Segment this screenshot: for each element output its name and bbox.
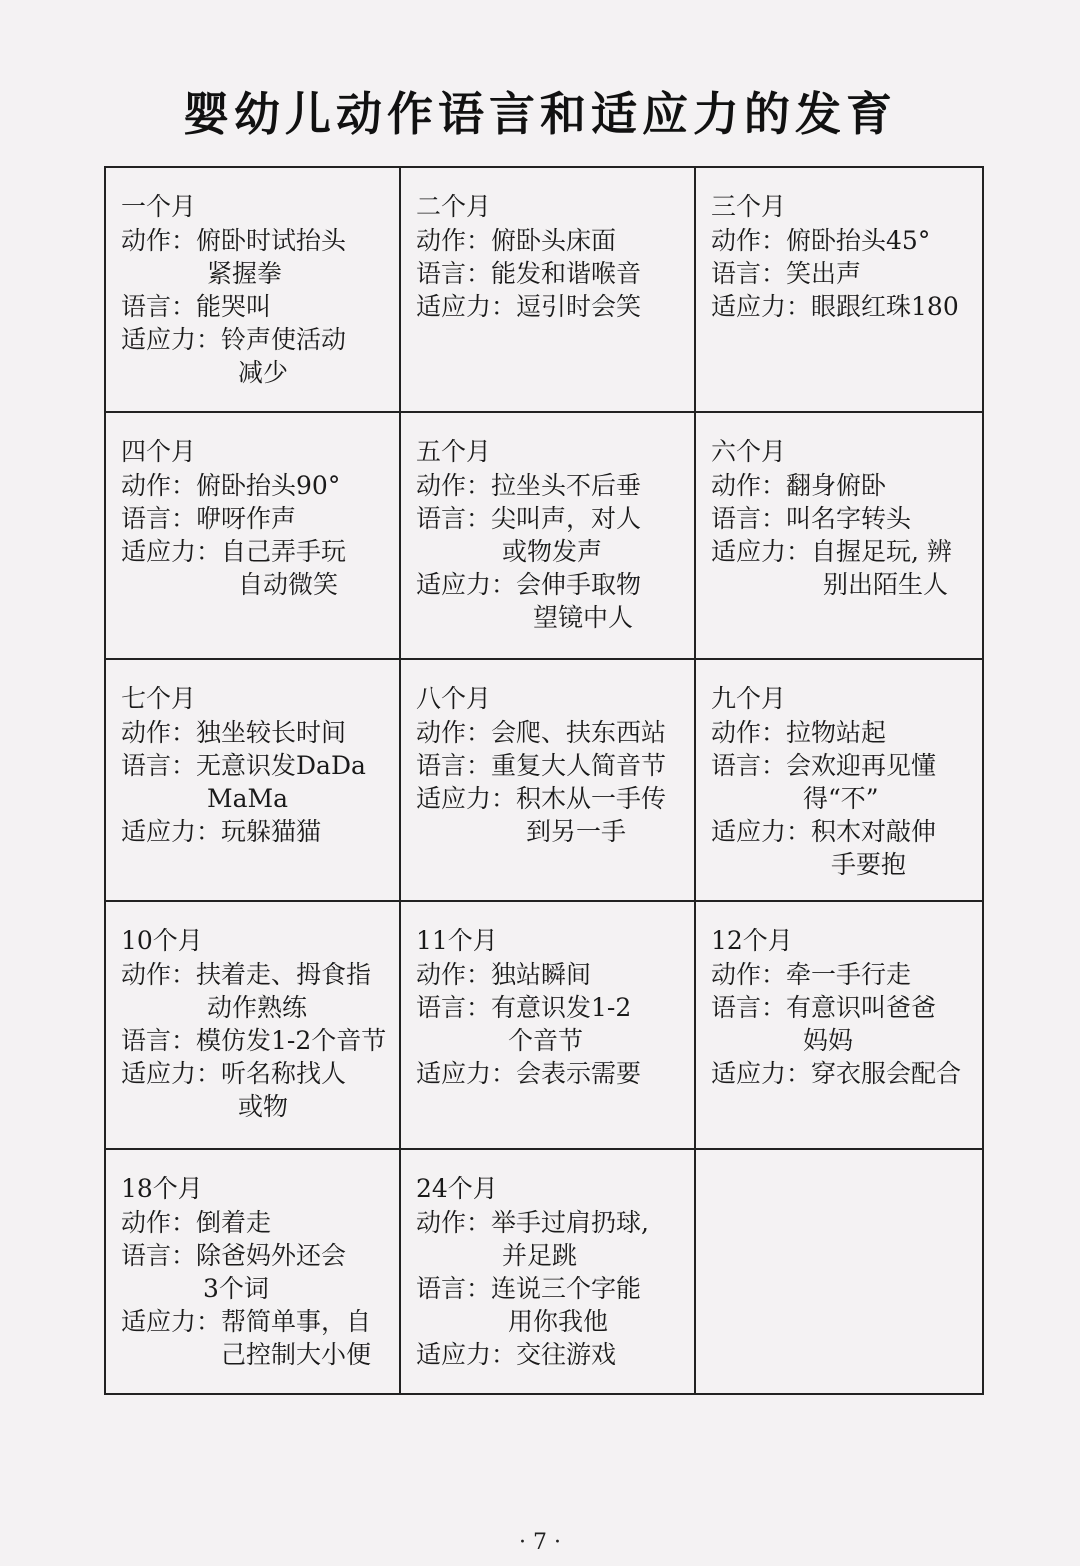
- milestone-line: [416, 290, 694, 323]
- milestone-line: [121, 323, 399, 356]
- milestone-label: 适应力：: [416, 1340, 517, 1369]
- milestone-line: [416, 224, 694, 257]
- milestone-text: 会爬、扶东西站: [491, 718, 667, 747]
- milestone-text: 独站瞬间: [491, 960, 592, 989]
- milestone-label: 动作：: [416, 718, 492, 747]
- milestone-label: 语言：: [416, 259, 492, 288]
- milestone-text: 己控制大小便: [221, 1340, 372, 1369]
- milestone-text: 能哭叫: [196, 292, 272, 321]
- month-heading: 五个月: [416, 437, 492, 466]
- milestone-text: 交往游戏: [516, 1340, 617, 1369]
- milestone-line: [121, 815, 399, 848]
- milestone-text: 笑出声: [786, 259, 862, 288]
- milestone-label: 语言：: [416, 504, 492, 533]
- month-heading: 一个月: [121, 192, 197, 221]
- milestone-text: 听名称找人: [221, 1059, 347, 1088]
- milestone-text: 连说三个字能: [491, 1274, 642, 1303]
- milestone-label: 动作：: [121, 226, 197, 255]
- milestone-label: 适应力：: [121, 325, 222, 354]
- milestone-label: 动作：: [416, 226, 492, 255]
- milestone-label: 动作：: [711, 718, 787, 747]
- milestone-line: [416, 716, 694, 749]
- milestone-text: 会伸手取物: [516, 570, 642, 599]
- milestone-label: 动作：: [121, 718, 197, 747]
- milestone-line: [711, 502, 982, 535]
- table-cell: [696, 413, 982, 660]
- milestone-text: 望镜中人: [533, 603, 634, 632]
- month-heading: 24个月: [416, 1174, 498, 1203]
- milestone-label: 语言：: [416, 993, 492, 1022]
- month-heading: 12个月: [711, 926, 793, 955]
- milestone-line: [711, 535, 982, 568]
- milestone-line: [121, 1024, 399, 1057]
- milestone-label: 适应力：: [416, 570, 517, 599]
- milestone-line: [121, 1272, 399, 1305]
- milestone-line: [416, 502, 694, 535]
- milestone-label: 语言：: [121, 1026, 197, 1055]
- milestone-label: 动作：: [416, 960, 492, 989]
- milestone-label: 语言：: [416, 1274, 492, 1303]
- milestone-label: 适应力：: [711, 1059, 812, 1088]
- milestone-line: [416, 991, 694, 1024]
- milestone-text: 尖叫声，对人: [491, 504, 642, 533]
- milestone-text: 紧握拳: [207, 259, 283, 288]
- table-cell: [106, 660, 401, 902]
- month-heading: 11个月: [416, 926, 498, 955]
- milestone-line: [416, 815, 694, 848]
- milestone-text: 个音节: [508, 1026, 584, 1055]
- milestone-line: [416, 1272, 694, 1305]
- month-heading: 四个月: [121, 437, 197, 466]
- milestone-line: [121, 749, 399, 782]
- milestone-line: [416, 1239, 694, 1272]
- milestone-line: [121, 224, 399, 257]
- milestone-text: 用你我他: [508, 1307, 609, 1336]
- milestone-line: [121, 716, 399, 749]
- table-cell: [401, 660, 696, 902]
- milestone-text: 拉坐头不后垂: [491, 471, 642, 500]
- milestone-line: [711, 782, 982, 815]
- milestone-line: [121, 782, 399, 815]
- milestone-label: 适应力：: [121, 537, 222, 566]
- milestone-line: [711, 716, 982, 749]
- milestone-line: [121, 535, 399, 568]
- milestone-line: [711, 1057, 982, 1090]
- table-cell: [401, 413, 696, 660]
- milestone-line: [711, 1024, 982, 1057]
- table-cell: [106, 902, 401, 1150]
- milestone-text: 重复大人简音节: [491, 751, 667, 780]
- milestone-line: [121, 1239, 399, 1272]
- milestone-line: [711, 958, 982, 991]
- milestone-label: 语言：: [711, 751, 787, 780]
- milestone-label: 适应力：: [121, 1307, 222, 1336]
- milestone-line: [416, 749, 694, 782]
- milestone-text: 或物: [238, 1092, 289, 1121]
- milestone-text: 或物发声: [502, 537, 603, 566]
- milestone-text: 能发和谐喉音: [491, 259, 642, 288]
- milestone-line: [416, 1206, 694, 1239]
- milestone-text: 自己弄手玩: [221, 537, 347, 566]
- milestone-text: 到另一手: [526, 817, 627, 846]
- milestone-label: 适应力：: [416, 1059, 517, 1088]
- milestone-label: 适应力：: [121, 817, 222, 846]
- milestone-label: 动作：: [416, 1208, 492, 1237]
- milestone-line: [121, 502, 399, 535]
- milestone-line: [121, 257, 399, 290]
- month-heading: 18个月: [121, 1174, 203, 1203]
- milestone-text: 扶着走、拇食指: [196, 960, 372, 989]
- milestone-line: [711, 991, 982, 1024]
- milestone-line: [711, 224, 982, 257]
- milestone-text: 翻身俯卧: [786, 471, 887, 500]
- milestone-label: 适应力：: [416, 292, 517, 321]
- milestone-line: [416, 535, 694, 568]
- milestone-text: 有意识叫爸爸: [786, 993, 937, 1022]
- milestone-line: [711, 290, 982, 323]
- milestone-text: 手要抱: [831, 850, 907, 879]
- milestone-label: 适应力：: [416, 784, 517, 813]
- milestone-line: [416, 958, 694, 991]
- milestone-text: 积木对敲伸: [811, 817, 937, 846]
- milestone-label: 动作：: [711, 226, 787, 255]
- milestone-line: [711, 257, 982, 290]
- milestone-text: 会欢迎再见懂: [786, 751, 937, 780]
- milestone-text: 动作熟练: [207, 993, 308, 1022]
- milestone-label: 动作：: [711, 960, 787, 989]
- page-number: · 7 ·: [519, 1530, 561, 1555]
- month-heading: 10个月: [121, 926, 203, 955]
- milestone-text: 模仿发1-2个音节: [196, 1026, 387, 1055]
- milestone-text: 俯卧抬头90°: [196, 471, 341, 500]
- month-heading: 七个月: [121, 684, 197, 713]
- milestone-label: 适应力：: [711, 292, 812, 321]
- milestone-line: [121, 356, 399, 389]
- milestone-line: [416, 568, 694, 601]
- milestone-line: [711, 749, 982, 782]
- milestone-line: [121, 1057, 399, 1090]
- milestone-text: 并足跳: [502, 1241, 578, 1270]
- milestone-label: 语言：: [711, 993, 787, 1022]
- milestone-text: 举手过肩扔球,: [491, 1208, 649, 1237]
- milestone-label: 适应力：: [711, 537, 812, 566]
- milestone-text: 拉物站起: [786, 718, 887, 747]
- milestone-label: 语言：: [121, 1241, 197, 1270]
- milestone-line: [711, 469, 982, 502]
- milestone-line: [121, 958, 399, 991]
- milestone-text: 牵一手行走: [786, 960, 912, 989]
- milestone-line: [416, 1024, 694, 1057]
- milestone-label: 适应力：: [711, 817, 812, 846]
- milestone-label: 动作：: [416, 471, 492, 500]
- milestone-text: 俯卧时试抬头: [196, 226, 347, 255]
- milestone-line: [416, 257, 694, 290]
- table-cell: [401, 902, 696, 1150]
- milestone-text: 俯卧头床面: [491, 226, 617, 255]
- milestone-label: 动作：: [711, 471, 787, 500]
- milestone-line: [416, 1057, 694, 1090]
- milestone-text: 妈妈: [803, 1026, 854, 1055]
- milestone-line: [121, 1305, 399, 1338]
- milestone-text: 除爸妈外还会: [196, 1241, 347, 1270]
- milestone-label: 动作：: [121, 1208, 197, 1237]
- milestone-text: 有意识发1-2: [491, 993, 632, 1022]
- milestone-line: [121, 290, 399, 323]
- milestone-label: 动作：: [121, 471, 197, 500]
- table-cell: [106, 168, 401, 413]
- milestone-text: 俯卧抬头45°: [786, 226, 931, 255]
- milestone-text: 自握足玩, 辨: [811, 537, 952, 566]
- milestone-text: 眼跟红珠180: [811, 292, 959, 321]
- milestone-text: 会表示需要: [516, 1059, 642, 1088]
- milestone-line: [121, 1206, 399, 1239]
- milestone-text: 别出陌生人: [823, 570, 949, 599]
- milestone-text: 帮简单事，自: [221, 1307, 372, 1336]
- milestone-line: [416, 469, 694, 502]
- milestone-label: 语言：: [121, 292, 197, 321]
- milestone-text: 倒着走: [196, 1208, 272, 1237]
- table-cell: [106, 413, 401, 660]
- table-cell: [401, 1150, 696, 1393]
- milestone-line: [711, 815, 982, 848]
- table-cell: [106, 1150, 401, 1393]
- milestone-text: 3个词: [203, 1274, 269, 1303]
- month-heading: 八个月: [416, 684, 492, 713]
- milestone-text: 积木从一手传: [516, 784, 667, 813]
- table-cell: [696, 660, 982, 902]
- milestone-line: [416, 1305, 694, 1338]
- milestone-text: 咿呀作声: [196, 504, 297, 533]
- milestone-line: [416, 601, 694, 634]
- table-cell: [696, 1150, 982, 1393]
- milestone-label: 语言：: [121, 504, 197, 533]
- milestone-text: 独坐较长时间: [196, 718, 347, 747]
- milestone-text: 得“不”: [803, 784, 879, 813]
- milestone-text: 铃声使活动: [221, 325, 347, 354]
- milestone-text: 玩躲猫猫: [221, 817, 322, 846]
- month-heading: 九个月: [711, 684, 787, 713]
- development-table: [104, 166, 984, 1395]
- milestone-label: 动作：: [121, 960, 197, 989]
- month-heading: 三个月: [711, 192, 787, 221]
- table-cell: [401, 168, 696, 413]
- milestone-label: 语言：: [416, 751, 492, 780]
- milestone-line: [416, 1338, 694, 1371]
- milestone-label: 语言：: [711, 259, 787, 288]
- milestone-line: [121, 1338, 399, 1371]
- milestone-line: [711, 848, 982, 881]
- milestone-text: 逗引时会笑: [516, 292, 642, 321]
- milestone-label: 语言：: [121, 751, 197, 780]
- milestone-text: 自动微笑: [238, 570, 339, 599]
- month-heading: 六个月: [711, 437, 787, 466]
- milestone-line: [121, 469, 399, 502]
- table-cell: [696, 902, 982, 1150]
- milestone-label: 语言：: [711, 504, 787, 533]
- milestone-text: 减少: [238, 358, 289, 387]
- milestone-label: 适应力：: [121, 1059, 222, 1088]
- milestone-text: 叫名字转头: [786, 504, 912, 533]
- milestone-line: [711, 568, 982, 601]
- milestone-line: [121, 1090, 399, 1123]
- milestone-text: 穿衣服会配合: [811, 1059, 962, 1088]
- milestone-text: MaMa: [207, 784, 289, 813]
- milestone-text: 无意识发DaDa: [196, 751, 366, 780]
- page-title: 婴幼儿动作语言和适应力的发育: [183, 87, 897, 141]
- milestone-line: [121, 991, 399, 1024]
- month-heading: 二个月: [416, 192, 492, 221]
- table-cell: [696, 168, 982, 413]
- milestone-line: [416, 782, 694, 815]
- milestone-line: [121, 568, 399, 601]
